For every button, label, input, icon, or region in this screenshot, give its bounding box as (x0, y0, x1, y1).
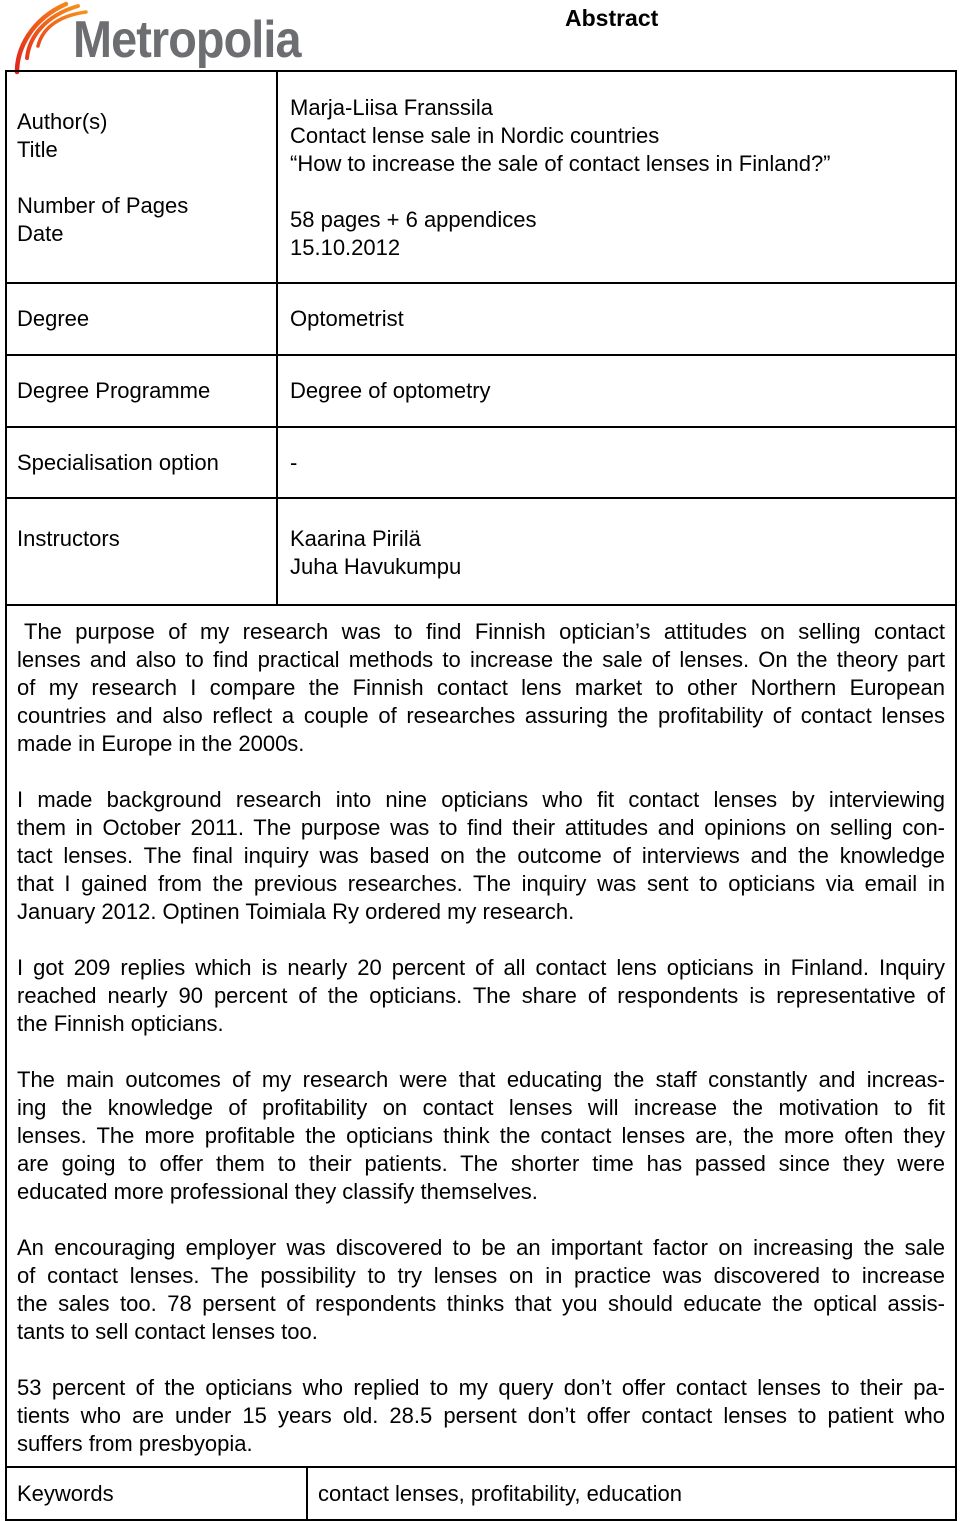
abstract-paragraph (17, 786, 945, 926)
abstract-line: of my research I compare the Finnish contact lens market to other Northern European (17, 675, 945, 700)
column-divider (276, 428, 278, 497)
abstract-line: The main outcomes of my research were that educating the staff constantly and increas- (17, 1067, 945, 1092)
page-title: Abstract (565, 5, 659, 31)
author-title-labels (17, 108, 188, 248)
degree-programme-label: Degree Programme (17, 378, 211, 403)
abstract-line: The purpose of my research was to find Finnish optician’s attitudes on selling contact (24, 619, 945, 644)
page-count: 58 pages + 6 appendices (290, 207, 537, 232)
abstract-line: tients who are under 15 years old. 28.5 persent don’t offer contact lenses to patient who (17, 1403, 945, 1428)
keywords-row (5, 1466, 957, 1521)
abstract-line: lenses. The more profitable the opticians think the contact lenses are, the more often they (17, 1123, 945, 1148)
keywords-label: Keywords (17, 1481, 114, 1506)
specialisation-value: - (290, 450, 298, 475)
author-label: Author(s) (17, 109, 108, 134)
keywords-value: contact lenses, profitability, education (318, 1481, 683, 1506)
thesis-subtitle: “How to increase the sale of contact lenses in Finland?” (290, 151, 831, 176)
instructor-name: Kaarina Pirilä (290, 526, 421, 551)
degree-label: Degree (17, 306, 90, 331)
abstract-section (5, 604, 957, 1468)
instructors-label: Instructors (17, 526, 120, 551)
specialisation-row (5, 426, 957, 499)
abstract-paragraph (17, 618, 945, 758)
abstract-line: An encouraging employer was discovered to be an important factor on increasing the sale (17, 1235, 945, 1260)
abstract-paragraph (17, 1374, 945, 1458)
column-divider (306, 1468, 308, 1519)
instructors-row (5, 497, 957, 606)
abstract-line: them in October 2011. The purpose was to find their attitudes and opinions on selling con- (17, 815, 945, 840)
abstract-line: of contact lenses. The possibility to try lenses on in practice was discovered to increase (17, 1263, 945, 1288)
column-divider (276, 356, 278, 426)
title-label: Title (17, 137, 58, 162)
date-label: Date (17, 221, 64, 246)
abstract-line: countries and also reflect a couple of researches assuring the profitability of contact lenses (17, 703, 945, 728)
abstract-line: I got 209 replies which is nearly 20 percent of all contact lens opticians in Finland. Inquiry (17, 955, 945, 980)
degree-programme-row (5, 354, 957, 428)
pages-label: Number of Pages (17, 193, 189, 218)
column-divider (276, 284, 278, 354)
specialisation-label: Specialisation option (17, 450, 219, 475)
author-title-row (5, 70, 957, 284)
instructor-name: Juha Havukumpu (290, 554, 462, 579)
author-title-values (290, 94, 831, 262)
thesis-date: 15.10.2012 (290, 235, 401, 260)
abstract-line: reached nearly 90 percent of the opticians. The share of respondents is representative of (17, 983, 945, 1008)
abstract-line: lenses and also to find practical methods to increase the sale of lenses. On the theory part (17, 647, 945, 672)
column-divider (276, 72, 278, 282)
abstract-line: the sales too. 78 persent of respondents thinks that you should educate the optical assis- (17, 1291, 945, 1316)
abstract-paragraph (17, 1066, 945, 1206)
abstract-line: suffers from presbyopia. (17, 1431, 253, 1456)
degree-value: Optometrist (290, 306, 404, 331)
abstract-line: tants to sell contact lenses too. (17, 1319, 318, 1344)
abstract-body (17, 618, 945, 1486)
abstract-paragraph (17, 954, 945, 1038)
thesis-title: Contact lense sale in Nordic countries (290, 123, 660, 148)
abstract-line: made in Europe in the 2000s. (17, 731, 305, 756)
degree-programme-value: Degree of optometry (290, 378, 491, 403)
logo-wordmark: Metropolia (73, 11, 301, 69)
abstract-line: are going to offer them to their patients. The shorter time has passed since they were (17, 1151, 945, 1176)
abstract-line: educated more professional they classify themselves. (17, 1179, 538, 1204)
instructors-list (290, 525, 461, 581)
abstract-line: ing the knowledge of profitability on contact lenses will increase the motivation to fit (17, 1095, 945, 1120)
degree-row (5, 282, 957, 356)
abstract-paragraph (17, 1234, 945, 1346)
abstract-line: 53 percent of the opticians who replied to my query don’t offer contact lenses to their pa- (17, 1375, 945, 1400)
abstract-line: I made background research into nine opticians who fit contact lenses by interviewing (17, 787, 945, 812)
author-name: Marja-Liisa Franssila (290, 95, 493, 120)
column-divider (276, 499, 278, 604)
abstract-line: that I gained from the previous researches. The inquiry was sent to opticians via email in (17, 871, 945, 896)
abstract-line: the Finnish opticians. (17, 1011, 224, 1036)
abstract-line: tact lenses. The final inquiry was based on the outcome of interviews and the knowledge (17, 843, 945, 868)
abstract-line: January 2012. Optinen Toimiala Ry ordered my research. (17, 899, 575, 924)
